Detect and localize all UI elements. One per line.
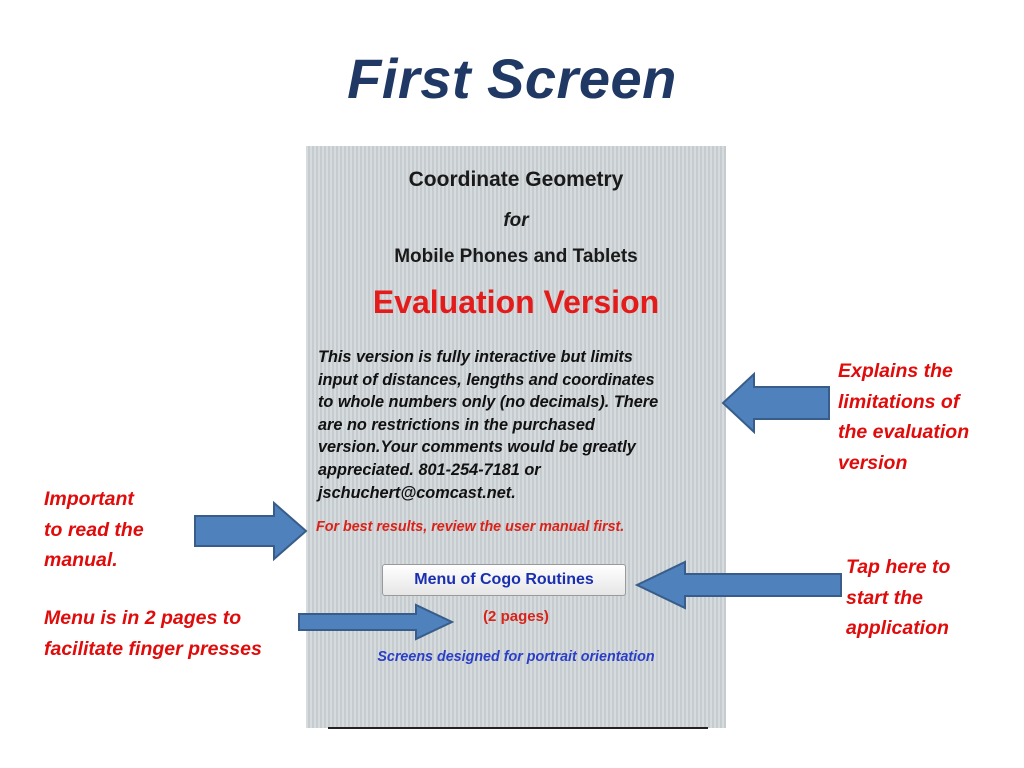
description-line: to whole numbers only (no decimals). There: [318, 393, 659, 412]
callout-line: manual.: [44, 549, 118, 571]
left-arrow-icon: [720, 372, 832, 434]
callout-explains-limitations: [838, 356, 969, 478]
app-title-line-2: for: [503, 210, 529, 231]
right-arrow-icon: [296, 603, 456, 641]
callout-line: facilitate finger presses: [44, 637, 262, 660]
callout-line: application: [846, 617, 949, 639]
right-arrow-icon: [192, 500, 310, 562]
callout-line: Menu is in 2 pages to: [44, 607, 242, 629]
callout-menu-pages: [44, 603, 262, 664]
callout-line: Explains the: [838, 360, 953, 382]
callout-line: the evaluation: [838, 421, 970, 443]
contact-email: jschuchert@comcast.net.: [318, 483, 516, 502]
description-line: This version is fully interactive but limits: [318, 348, 633, 366]
callout-tap-here: [846, 552, 950, 644]
slide-title: First Screen: [347, 47, 677, 110]
callout-line: limitations of: [838, 390, 960, 413]
left-arrow-icon: [634, 560, 844, 610]
callout-line: Important: [44, 488, 134, 510]
description-line: input of distances, lengths and coordinates: [318, 370, 655, 389]
best-results-note: For best results, review the user manual first.: [316, 519, 625, 535]
screen-bottom-divider: [328, 727, 708, 729]
menu-of-cogo-routines-button[interactable]: Menu of Cogo Routines: [382, 564, 626, 596]
callout-line: Tap here to: [846, 556, 951, 578]
callout-line: start the: [846, 586, 923, 609]
evaluation-description: [318, 346, 718, 504]
description-line: are no restrictions in the purchased: [318, 415, 595, 434]
evaluation-version-title: Evaluation Version: [372, 284, 660, 320]
portrait-orientation-note: Screens designed for portrait orientation: [377, 649, 655, 665]
description-line: appreciated. 801-254-7181 or: [318, 460, 541, 479]
callout-line: to read the: [44, 518, 144, 541]
app-title-line-1: Coordinate Geometry: [408, 168, 624, 191]
app-title-line-3: Mobile Phones and Tablets: [394, 246, 638, 267]
callout-important-manual: [44, 484, 144, 576]
pages-note: (2 pages): [483, 608, 549, 625]
description-line: version.Your comments would be greatly: [318, 438, 636, 457]
callout-line: version: [838, 451, 908, 474]
